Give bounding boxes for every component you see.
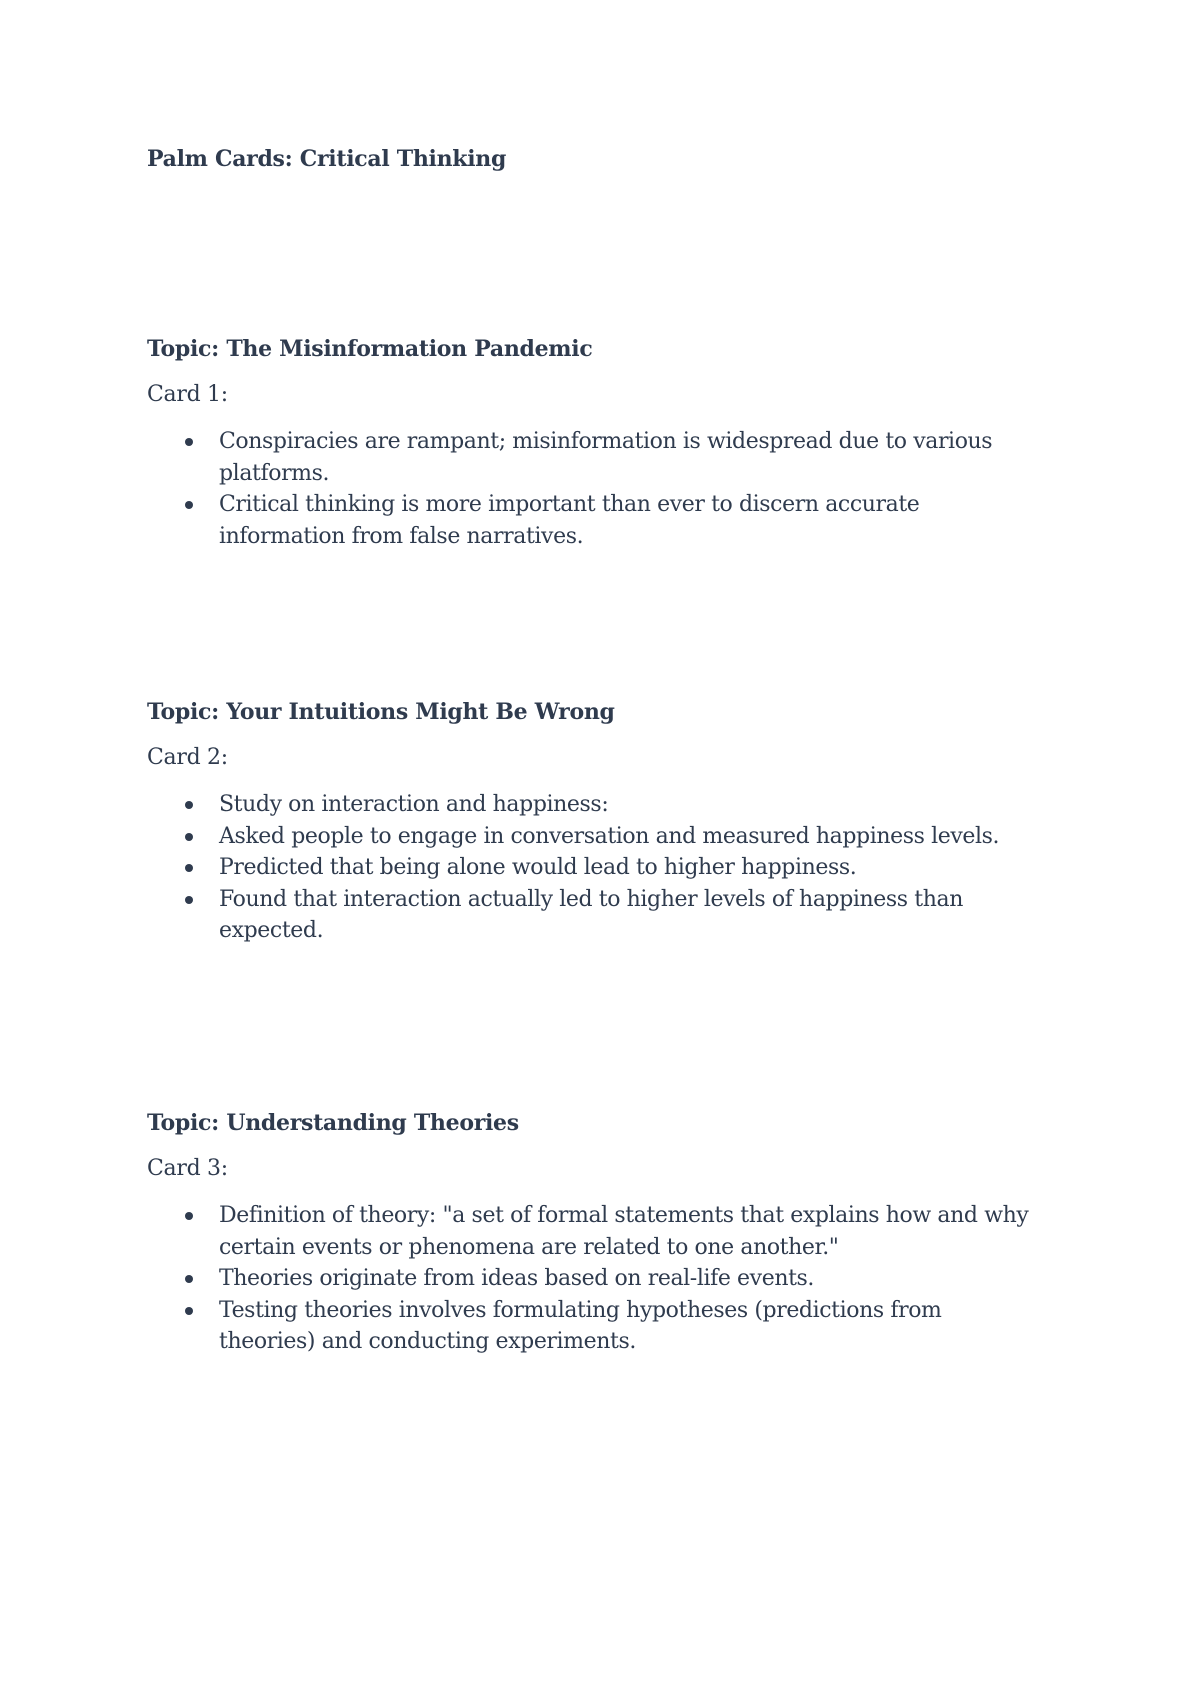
- section-intuitions: [147, 696, 1047, 947]
- bullet-icon: [185, 801, 193, 809]
- bullet-text: Testing theories involves formulating hypotheses (predictions from theories) and conducting experiments.: [219, 1297, 942, 1354]
- bullet-text: Critical thinking is more important than ever to discern accurate information from false narratives.: [219, 492, 920, 549]
- list-item: [147, 1295, 1039, 1358]
- bullet-icon: [185, 438, 193, 446]
- bullet-text: Predicted that being alone would lead to higher happiness.: [219, 855, 857, 880]
- list-item: [147, 489, 1039, 552]
- bullet-list: [147, 426, 1047, 552]
- list-item: [147, 1263, 1039, 1295]
- card-label: Card 1:: [147, 382, 228, 407]
- topic-heading: Topic: Your Intuitions Might Be Wrong: [147, 699, 615, 725]
- list-item: [147, 852, 1039, 884]
- bullet-icon: [185, 864, 193, 872]
- bullet-text: Conspiracies are rampant; misinformation is widespread due to various platforms.: [219, 429, 993, 486]
- list-item: [147, 789, 1039, 821]
- bullet-text: Theories originate from ideas based on real-life events.: [219, 1266, 815, 1291]
- list-item: [147, 426, 1039, 489]
- list-item: [147, 821, 1039, 853]
- bullet-text: Definition of theory: "a set of formal statements that explains how and why certain events or phenomena are related to one another.": [219, 1203, 1029, 1260]
- bullet-text: Study on interaction and happiness:: [219, 792, 609, 817]
- bullet-icon: [185, 1275, 193, 1283]
- bullet-icon: [185, 833, 193, 841]
- topic-heading: Topic: Understanding Theories: [147, 1110, 519, 1136]
- bullet-list: [147, 789, 1047, 947]
- section-misinformation: [147, 333, 1047, 552]
- card-label: Card 3:: [147, 1156, 228, 1181]
- section-theories: [147, 1107, 1047, 1358]
- bullet-text: Found that interaction actually led to higher levels of happiness than expected.: [219, 886, 963, 943]
- list-item: [147, 1200, 1039, 1263]
- list-item: [147, 884, 1039, 947]
- bullet-icon: [185, 896, 193, 904]
- card-label: Card 2:: [147, 745, 228, 770]
- bullet-list: [147, 1200, 1047, 1358]
- bullet-text: Asked people to engage in conversation and measured happiness levels.: [219, 823, 1000, 849]
- bullet-icon: [185, 1307, 193, 1315]
- bullet-icon: [185, 1212, 193, 1220]
- document-title: Palm Cards: Critical Thinking: [147, 146, 507, 172]
- bullet-icon: [185, 501, 193, 509]
- topic-heading: Topic: The Misinformation Pandemic: [147, 336, 593, 362]
